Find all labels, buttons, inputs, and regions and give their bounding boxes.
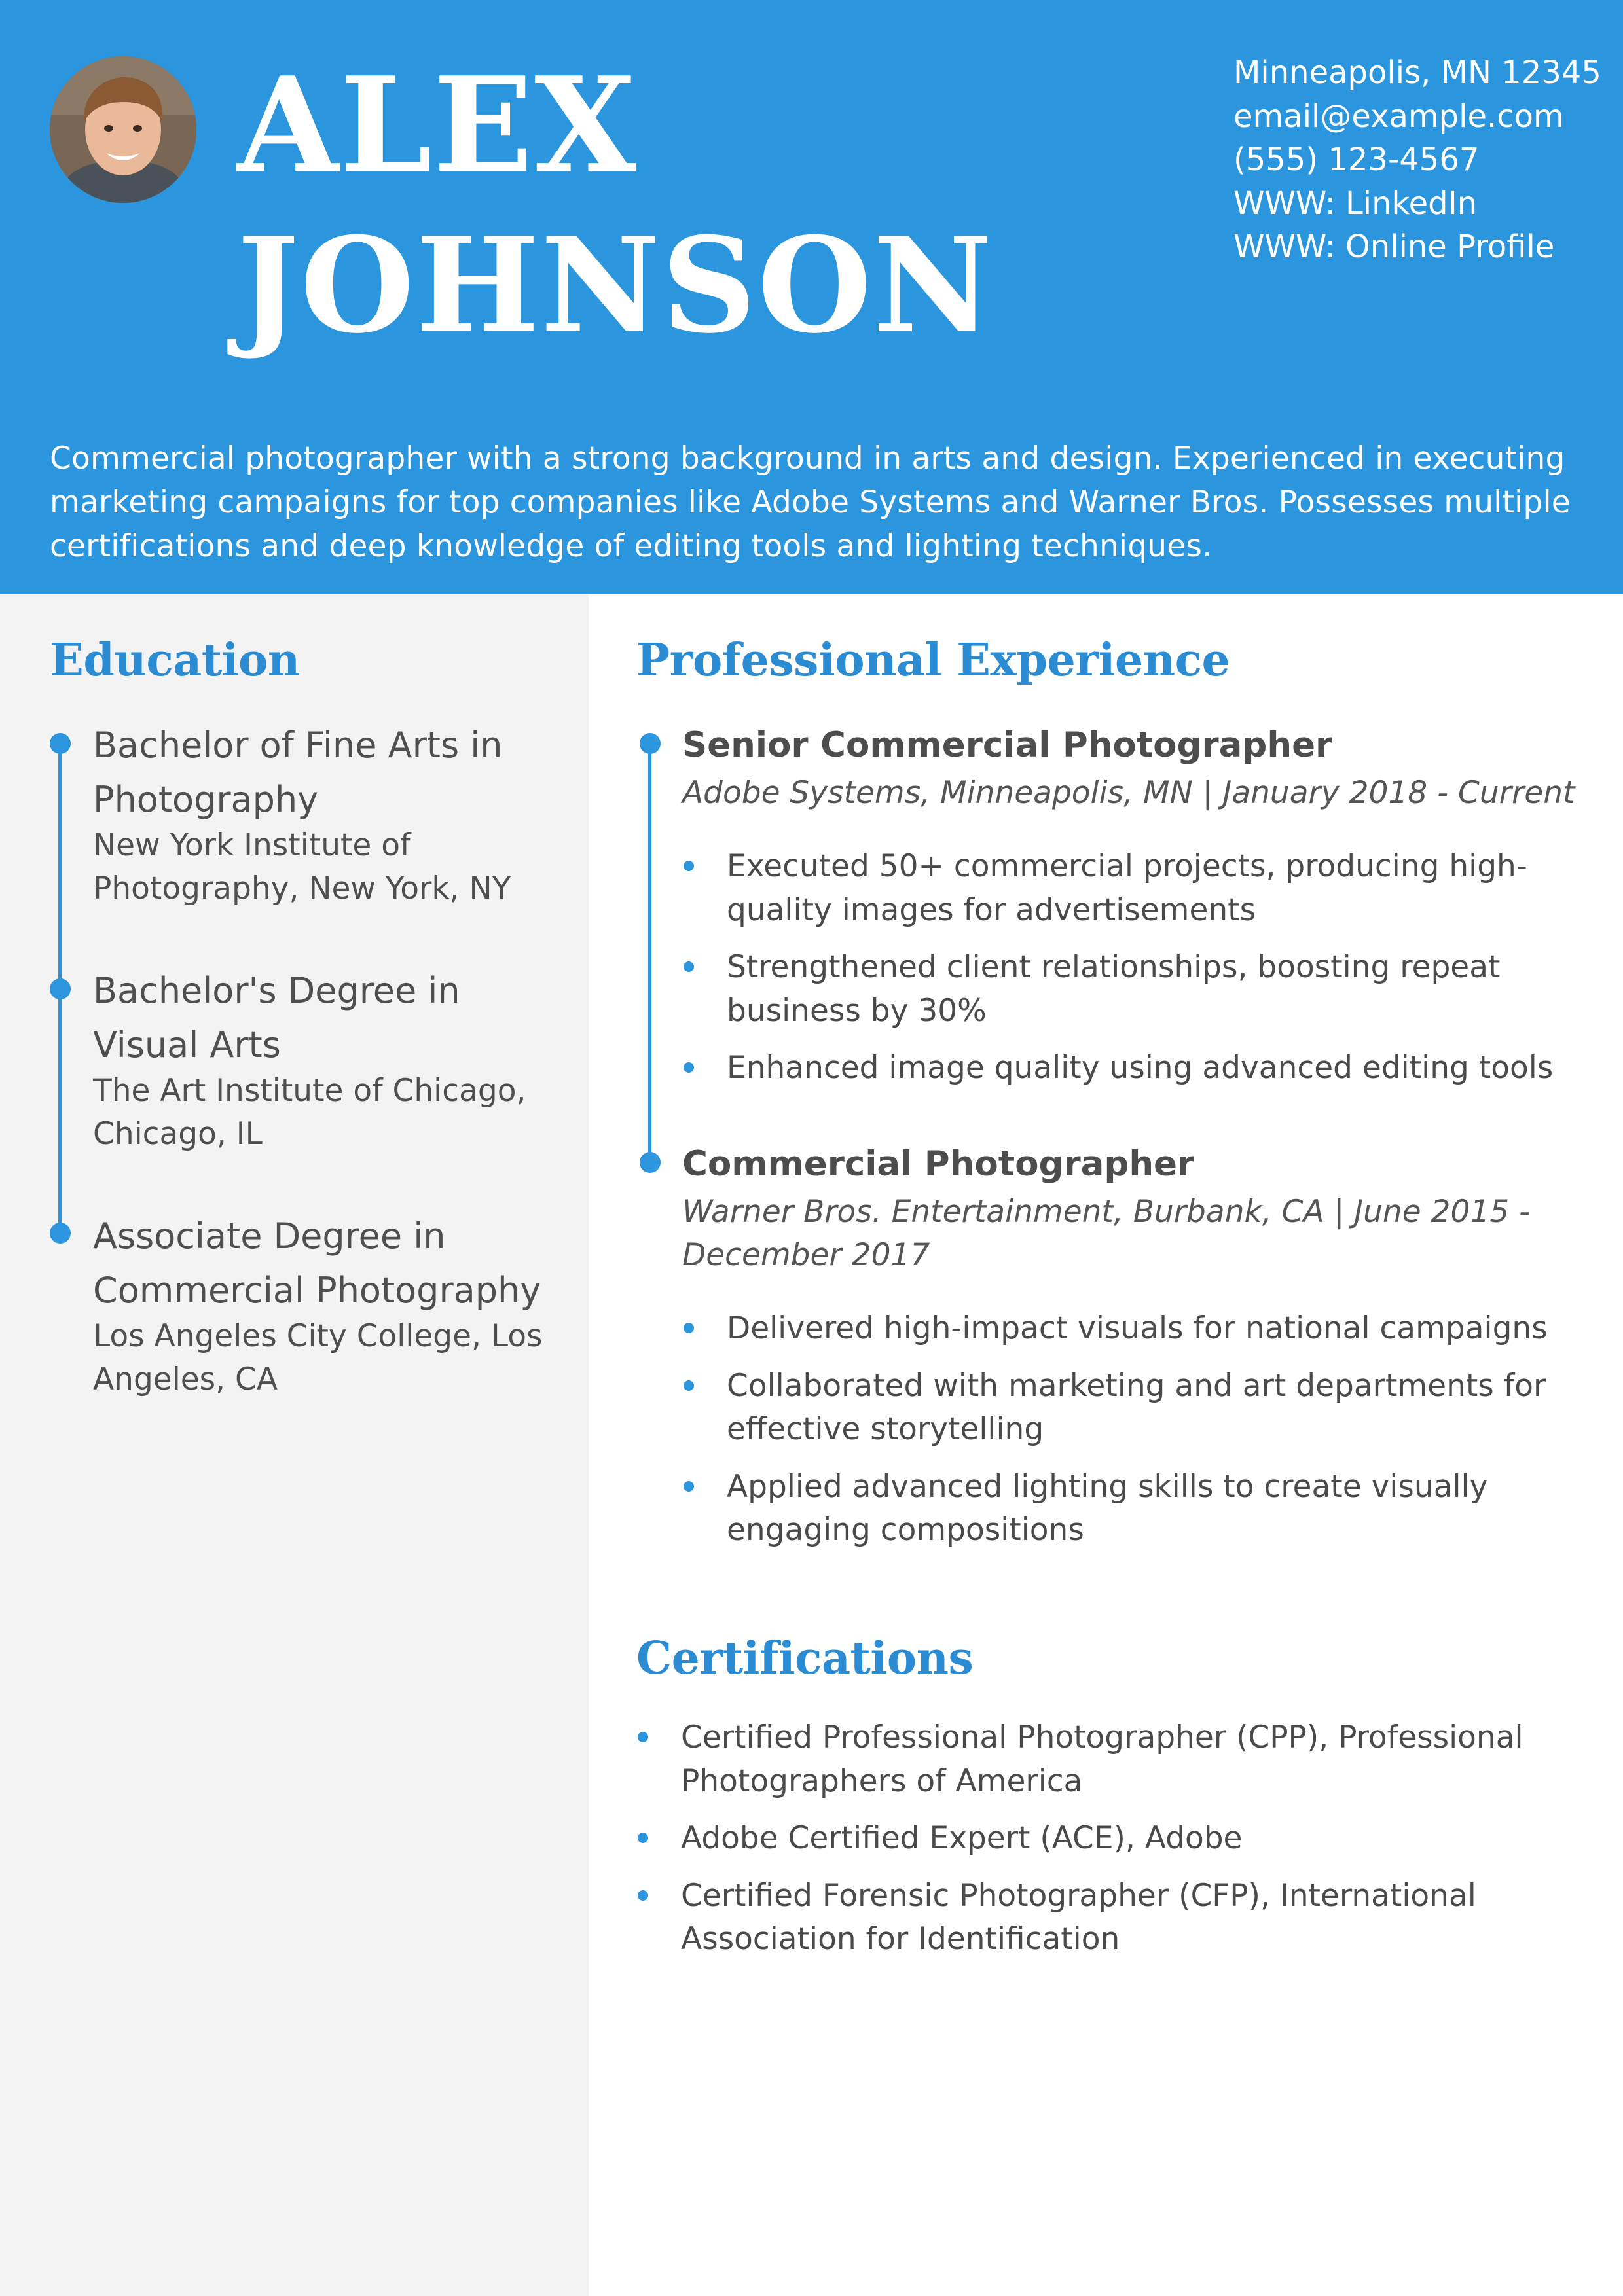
summary: Commercial photographer with a strong background in arts and design. Experienced in executing marketing campaigns for top companies like Adobe Systems and Warner Bros. Possesses multiple certifications and deep knowledge of editing tools and lighting techniques.	[50, 440, 1571, 564]
education-degree: Bachelor's Degree in Visual Arts	[93, 970, 460, 1066]
experience-title: Professional Experience	[636, 634, 1230, 687]
bullet-text: Collaborated with marketing and art departments for effective storytelling	[727, 1367, 1546, 1447]
job-title: Senior Commercial Photographer	[682, 725, 1333, 765]
job-bullets	[682, 845, 1586, 1090]
bullet-icon	[638, 1732, 648, 1742]
contact-linkedin[interactable]: WWW: LinkedIn	[1233, 185, 1478, 222]
timeline-dot	[640, 733, 661, 754]
contact-email[interactable]: email@example.com	[1233, 98, 1564, 135]
profile-photo-icon	[50, 56, 196, 203]
list-item	[636, 1874, 1586, 1962]
list-item	[682, 845, 1586, 932]
job-meta: Warner Bros. Entertainment, Burbank, CA | June 2015 - December 2017	[682, 1194, 1531, 1273]
education-degree: Bachelor of Fine Arts in Photography	[93, 725, 503, 820]
certification-text: Certified Professional Photographer (CPP), Professional Photographers of America	[681, 1719, 1523, 1799]
list-item	[682, 1307, 1586, 1351]
timeline-dot	[50, 1223, 71, 1244]
bullet-icon	[684, 1380, 694, 1391]
job-entry	[682, 722, 1586, 1104]
bullet-text: Enhanced image quality using advanced editing tools	[727, 1050, 1554, 1086]
bullet-icon	[684, 861, 694, 871]
job-entry	[682, 1141, 1586, 1566]
timeline-dot	[50, 733, 71, 754]
education-school: Los Angeles City College, Los Angeles, CA	[93, 1318, 543, 1397]
job-meta: Adobe Systems, Minneapolis, MN | January 2018 - Current	[682, 775, 1575, 811]
certification-text: Certified Forensic Photographer (CFP), International Association for Identification	[681, 1877, 1476, 1957]
avatar	[50, 56, 196, 203]
education-school: New York Institute of Photography, New York, NY	[93, 827, 511, 906]
certifications-title: Certifications	[636, 1632, 974, 1685]
education-item	[93, 718, 564, 910]
certification-text: Adobe Certified Expert (ACE), Adobe	[681, 1820, 1243, 1856]
list-item	[682, 1365, 1586, 1452]
bullet-text: Delivered high-impact visuals for national campaigns	[727, 1310, 1548, 1346]
timeline-dot	[50, 978, 71, 999]
name-first: ALEX	[237, 48, 638, 202]
header-band	[0, 0, 1623, 594]
bullet-icon	[638, 1890, 648, 1901]
bullet-icon	[684, 1062, 694, 1073]
job-title: Commercial Photographer	[682, 1144, 1195, 1184]
experience-timeline	[648, 744, 651, 1162]
bullet-text: Applied advanced lighting skills to create visually engaging compositions	[727, 1468, 1488, 1548]
job-bullets	[682, 1307, 1586, 1552]
bullet-text: Strengthened client relationships, boosting repeat business by 30%	[727, 949, 1501, 1029]
list-item	[682, 946, 1586, 1033]
education-title: Education	[50, 634, 300, 687]
bullet-icon	[684, 1323, 694, 1333]
contact-address: Minneapolis, MN 12345	[1233, 54, 1601, 91]
list-item	[636, 1716, 1586, 1803]
certifications-list	[636, 1716, 1586, 1975]
education-degree: Associate Degree in Commercial Photography	[93, 1215, 541, 1311]
bullet-icon	[638, 1833, 648, 1843]
list-item	[682, 1047, 1586, 1090]
education-item	[93, 1209, 564, 1401]
name-last: JOHNSON	[237, 209, 994, 363]
timeline-dot	[640, 1152, 661, 1173]
contact-phone[interactable]: (555) 123-4567	[1233, 141, 1480, 178]
contact-info	[1233, 51, 1601, 269]
bullet-icon	[684, 961, 694, 972]
education-item	[93, 963, 564, 1156]
education-school: The Art Institute of Chicago, Chicago, IL	[93, 1073, 526, 1152]
list-item	[682, 1465, 1586, 1552]
contact-online-profile[interactable]: WWW: Online Profile	[1233, 228, 1555, 265]
list-item	[636, 1817, 1586, 1861]
bullet-icon	[684, 1481, 694, 1492]
bullet-text: Executed 50+ commercial projects, producing high-quality images for advertisements	[727, 848, 1527, 928]
